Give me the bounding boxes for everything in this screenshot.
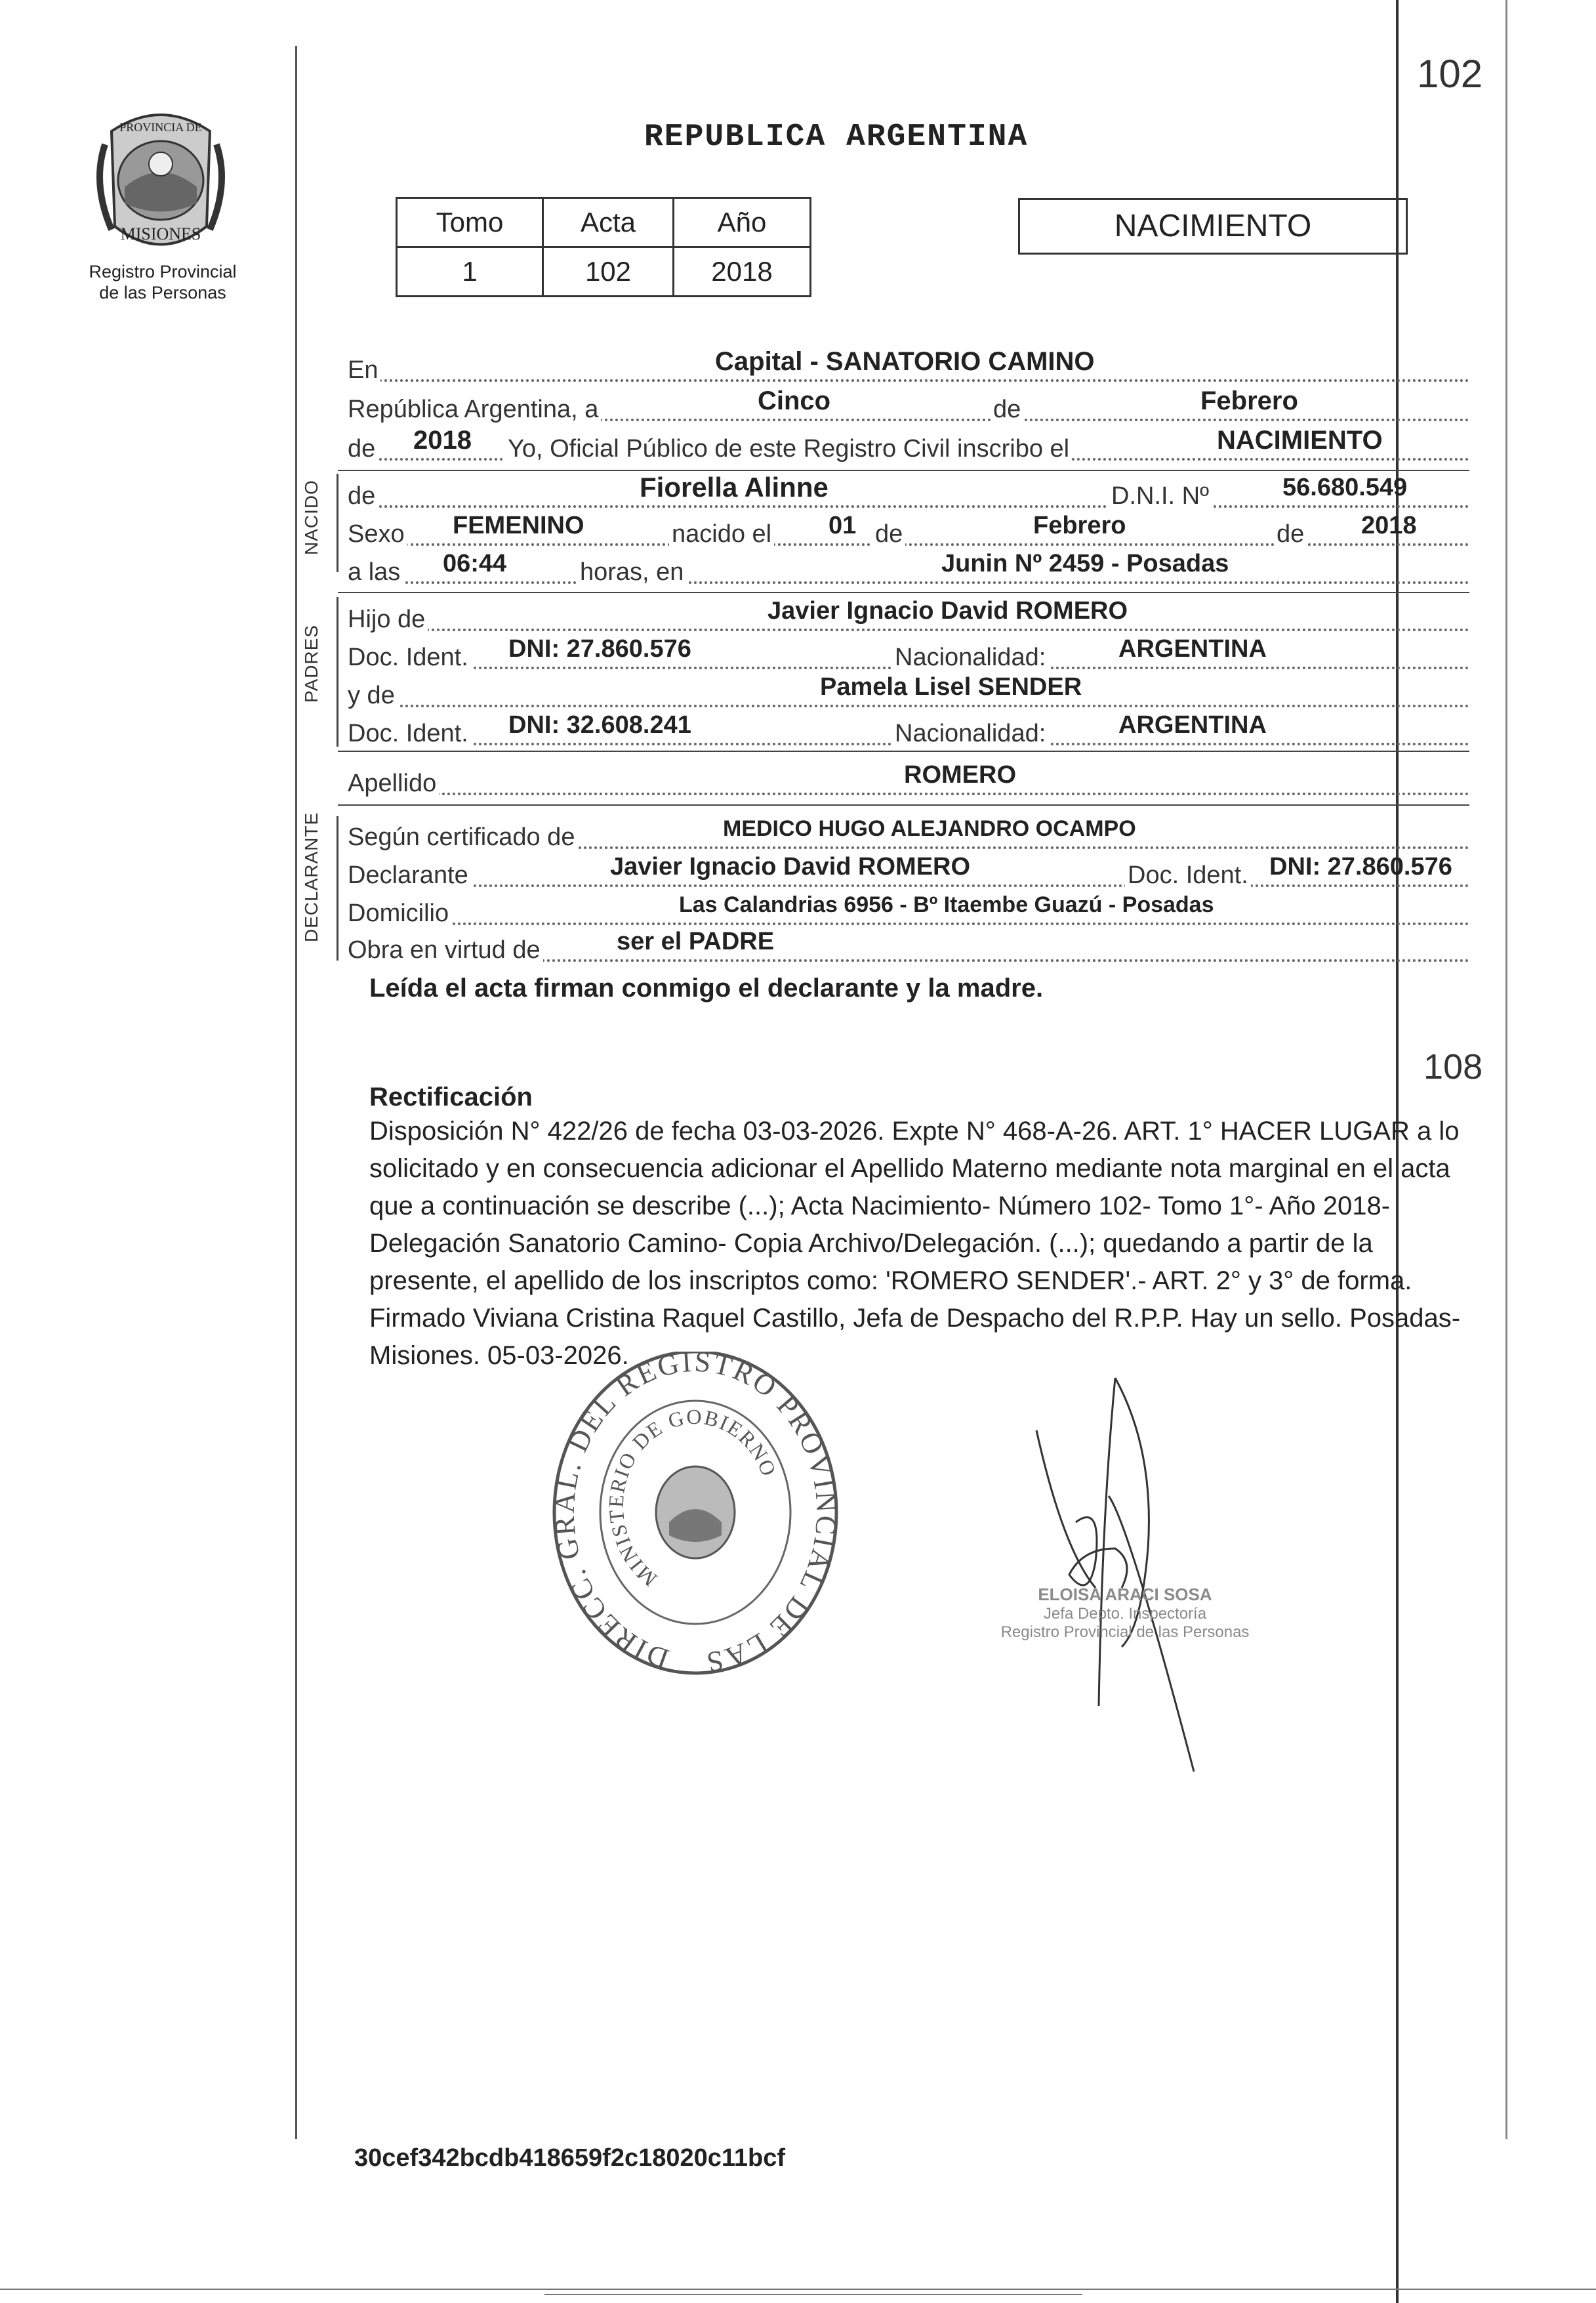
value-mother-doc: DNI: 32.608.241	[508, 711, 691, 739]
value-place: Capital - SANATORIO CAMINO	[715, 347, 1095, 376]
label-officer-statement: Yo, Oficial Público de este Registro Civil inscribo el	[505, 433, 1072, 465]
bottom-edge-line	[0, 2289, 1596, 2290]
value-father-nationality: ARGENTINA	[1118, 635, 1267, 663]
section-divider	[338, 804, 1469, 806]
row-place	[348, 349, 1469, 386]
label-de-year2: de	[1274, 518, 1307, 550]
value-declarant-name: Javier Ignacio David ROMERO	[610, 853, 971, 881]
label-name-de: de	[348, 480, 378, 512]
section-divider	[338, 751, 1469, 752]
label-certificate: Según certificado de	[348, 821, 577, 853]
page-number: 102	[1417, 52, 1483, 96]
value-month-word: Febrero	[1200, 386, 1298, 415]
label-and-of: y de	[348, 680, 398, 711]
row-father-name	[348, 598, 1469, 635]
signatory-name: ELOISA ARACI SOSA	[1038, 1585, 1212, 1604]
label-nationality-father: Nacionalidad:	[892, 642, 1048, 673]
rectification-title: Rectificación	[369, 1083, 533, 1111]
section-divider	[338, 592, 1469, 593]
right-margin-line	[1505, 0, 1507, 2139]
document-hash: 30cef342bcdb418659f2c18020c11bcf	[354, 2144, 786, 2172]
row-time-place	[348, 551, 1469, 588]
section-label-padres: PADRES	[301, 624, 321, 703]
table-header-anio: Año	[674, 198, 811, 247]
registry-name	[71, 261, 255, 303]
value-certificate-by: MEDICO HUGO ALEJANDRO OCAMPO	[723, 816, 1136, 841]
value-mother-nationality: ARGENTINA	[1118, 711, 1267, 739]
value-child-name: Fiorella Alinne	[640, 472, 829, 503]
official-seal	[544, 1352, 846, 1693]
label-born: nacido el	[669, 518, 774, 550]
row-certificate	[348, 816, 1469, 853]
signatory-office: Registro Provincial de las Personas	[1000, 1623, 1250, 1641]
section-bracket-declarante	[337, 816, 338, 961]
table-header-acta: Acta	[543, 198, 674, 247]
value-address: Las Calandrias 6956 - Bº Itaembe Guazú - Posadas	[679, 892, 1214, 917]
svg-text:MINISTERIO DE GOBIERNO: MINISTERIO DE GOBIERNO	[604, 1404, 782, 1592]
value-child-dni: 56.680.549	[1282, 474, 1408, 501]
registry-name-line1: Registro Provincial	[89, 262, 237, 281]
signatory-block	[954, 1585, 1296, 1642]
table-value-acta: 102	[543, 247, 674, 297]
value-father-name: Javier Ignacio David ROMERO	[767, 597, 1128, 625]
value-birth-year: 2018	[1361, 512, 1417, 539]
section-bracket-padres	[337, 597, 338, 747]
label-time: a las	[348, 556, 403, 588]
value-birth-place: Junin Nº 2459 - Posadas	[941, 550, 1229, 577]
label-capacity: Obra en virtud de	[348, 934, 543, 966]
rectification-page-number: 108	[1423, 1047, 1483, 1087]
row-declarant	[348, 854, 1469, 891]
value-event: NACIMIENTO	[1217, 426, 1383, 455]
label-hours: horas, en	[577, 556, 686, 588]
row-father-doc	[348, 636, 1469, 673]
label-declarant-doc: Doc. Ident.	[1125, 860, 1251, 891]
record-type-box: NACIMIENTO	[1018, 198, 1408, 255]
value-sex: FEMENINO	[453, 512, 584, 539]
label-dni: D.N.I. Nº	[1109, 480, 1212, 512]
row-officer	[348, 428, 1469, 465]
value-declarant-doc: DNI: 27.860.576	[1269, 853, 1452, 881]
signatory-role: Jefa Depto. Inspectoría	[1043, 1605, 1207, 1623]
svg-text:PROVINCIA DE: PROVINCIA DE	[119, 121, 202, 134]
value-capacity: ser el PADRE	[617, 928, 775, 955]
rectification-text: Disposición N° 422/26 de fecha 03-03-2026. Expte N° 468-A-26. ART. 1° HACER LUGAR a lo solicitado y en consecuencia adicionar el Apellido Materno mediante nota marginal en el acta que a continuación se describe (...); Acta Nacimiento- Número 102- Tomo 1°- Año 2018- Delegación Sanatorio Camino- Copia Archivo/Delegación. (...); quedando a partir de la presente, el apellido de los inscriptos como: 'ROMERO SENDER'.- ART. 2° y 3° de forma. Firmado Viviana Cristina Raquel Castillo, Jefa de Despacho del R.P.P. Hay un sello. Posadas- Misiones. 05-03-2026.	[369, 1117, 1461, 1370]
table-header-tomo: Tomo	[397, 198, 543, 247]
value-birth-time: 06:44	[443, 550, 507, 577]
row-mother-doc	[348, 713, 1469, 749]
label-doc-ident-mother: Doc. Ident.	[348, 718, 471, 749]
label-de: de	[991, 394, 1023, 425]
row-capacity	[348, 929, 1469, 966]
value-surname: ROMERO	[904, 761, 1016, 789]
registry-name-line2: de las Personas	[99, 283, 226, 302]
section-label-nacido: NACIDO	[301, 480, 321, 555]
section-divider	[338, 470, 1469, 471]
label-republic: República Argentina, a	[348, 394, 601, 425]
value-birth-day: 01	[829, 512, 857, 539]
left-margin-line	[295, 46, 297, 2139]
row-child-name	[348, 472, 1469, 512]
handwritten-signature	[1023, 1352, 1246, 1811]
closing-statement: Leída el acta firman conmigo el declarante y la madre.	[369, 974, 1044, 1003]
table-value-tomo: 1	[397, 247, 543, 297]
label-de-month: de	[872, 518, 905, 550]
svg-text:MISIONES: MISIONES	[120, 224, 201, 243]
label-nationality-mother: Nacionalidad:	[892, 718, 1048, 749]
value-year: 2018	[413, 426, 472, 455]
label-address: Domicilio	[348, 898, 451, 929]
record-table	[396, 197, 811, 297]
section-bracket-nacido	[337, 474, 338, 572]
label-sex: Sexo	[348, 518, 407, 550]
label-de-year: de	[348, 433, 378, 465]
value-day-word: Cinco	[758, 386, 831, 415]
table-value-anio: 2018	[674, 247, 811, 297]
label-declarant: Declarante	[348, 860, 471, 891]
province-emblem	[85, 105, 236, 256]
svg-text:DIRECC. GRAL. DEL REGISTRO PRO: DIRECC. GRAL. DEL REGISTRO PROVINCIAL DE LAS	[548, 1352, 843, 1679]
row-address	[348, 892, 1469, 929]
row-sex-birthdate	[348, 513, 1469, 550]
row-date	[348, 388, 1469, 425]
row-mother-name	[348, 674, 1469, 711]
value-father-doc: DNI: 27.860.576	[508, 635, 691, 663]
label-child-of: Hijo de	[348, 604, 428, 635]
value-mother-name: Pamela Lisel SENDER	[820, 673, 1082, 701]
row-surname	[348, 762, 1469, 799]
document-title: REPUBLICA ARGENTINA	[644, 119, 1029, 155]
value-birth-month: Febrero	[1033, 512, 1126, 539]
section-label-declarante: DECLARANTE	[301, 812, 321, 942]
label-doc-ident-father: Doc. Ident.	[348, 642, 471, 673]
label-en: En	[348, 354, 380, 386]
bottom-edge-tab	[544, 2294, 1082, 2295]
label-surname: Apellido	[348, 768, 439, 799]
